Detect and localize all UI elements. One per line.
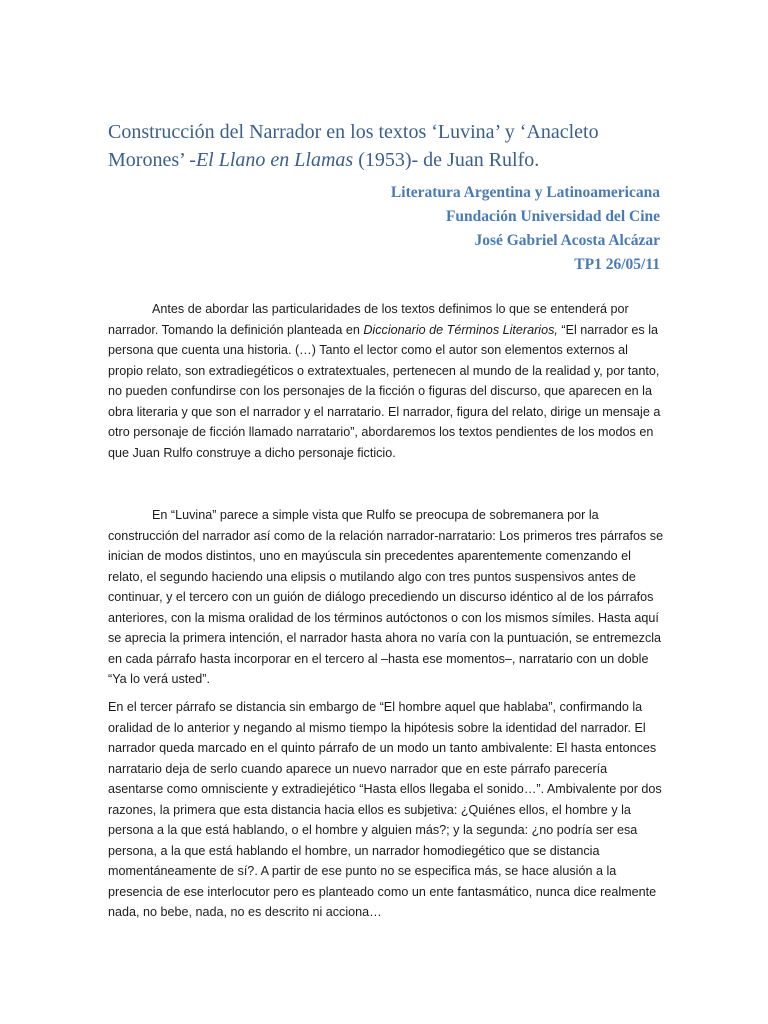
institution-name: Fundación Universidad del Cine <box>445 208 660 225</box>
course-name: Literatura Argentina y Latinoamericana <box>390 184 660 201</box>
assignment-date: TP1 26/05/11 <box>574 256 660 273</box>
title-part-2: (1953)- de Juan Rulfo. <box>353 149 540 171</box>
paragraph-2 <box>108 505 664 690</box>
paragraph-2-text: En “Luvina” parece a simple vista que Rulfo se preocupa de sobremanera por la construcción del narrador así como de la relación narrador-narratario: Los primeros tres párrafos se inician de modos distintos, uno en mayúscula sin precedentes aparentemente comenzando el relato, el segundo haciendo una elipsis o mutilando algo con tres puntos suspensivos antes de continuar, y el tercero con un guión de diálogo precediendo un discurso idéntico al de los párrafos anteriores, con la misma oralidad de los términos autóctonos o con los mismos símiles. Hasta aquí se aprecia la primera intención, el narrador hasta ahora no varía con la puntuación, se entremezcla en cada párrafo hasta incorporar en el tercero al –hasta ese momentos–, narratario con un doble “Ya lo verá usted”. <box>108 508 664 686</box>
paragraph-1 <box>108 299 664 463</box>
document-meta <box>391 181 660 277</box>
author-name: José Gabriel Acosta Alcázar <box>474 232 660 249</box>
paragraph-1-text-a: Antes de abordar las particularidades de los textos definimos lo que se entenderá por narrador. Tomando la definición planteada en <box>108 302 629 337</box>
paragraph-3 <box>108 697 664 923</box>
paragraph-1-text-b: “El narrador es la persona que cuenta una historia. (…) Tanto el lector como el autor son elementos externos al propio relato, son extradiegéticos o extratextuales, pertenecen al mundo de la realidad y, por tanto, no pueden confundirse con los personajes de la ficción o figuras del discurso, que aparecen en la obra literaria y que son el narrador y el narratario. El narrador, figura del relato, dirige un mensaje a otro personaje de ficción llamado narratario”, abordaremos los textos pendientes de los modos en que Juan Rulfo construye a dicho personaje ficticio. <box>108 322 661 460</box>
paragraph-3-text: En el tercer párrafo se distancia sin embargo de “El hombre aquel que hablaba”, confirmando la oralidad de lo anterior y negando al mismo tiempo la hipótesis sobre la identidad del narrador. El narrador queda marcado en el quinto párrafo de un modo un tanto ambivalente: El hasta entonces narratario deja de serlo cuando aparece un nuevo narrador que en este párrafo parecería asentarse como omnisciente y extradiejético “Hasta ellos llegaba el sonido…”. Ambivalente por dos razones, la primera que esta distancia hacia ellos es subjetiva: ¿Quiénes ellos, el hombre y la persona a la que está hablando, o el hombre y alguien más?; y la segunda: ¿no podría ser esa persona, a la que está hablando el hombre, un narrador homodiegético que se distancia momentáneamente de sí?. A partir de ese punto no se especifica más, se hace alusión a la presencia de ese interlocutor pero es planteado como un ente fantasmático, nunca dice realmente nada, no bebe, nada, no es descrito ni acciona… <box>108 700 662 919</box>
paragraph-1-book-title: Diccionario de Términos Literarios, <box>363 322 558 337</box>
title-part-1: Construcción del Narrador en los textos ‘Luvina’ y ‘Anacleto Morones’ - <box>108 121 599 171</box>
title-book-name: El Llano en Llamas <box>195 149 354 171</box>
document-title <box>108 118 668 174</box>
